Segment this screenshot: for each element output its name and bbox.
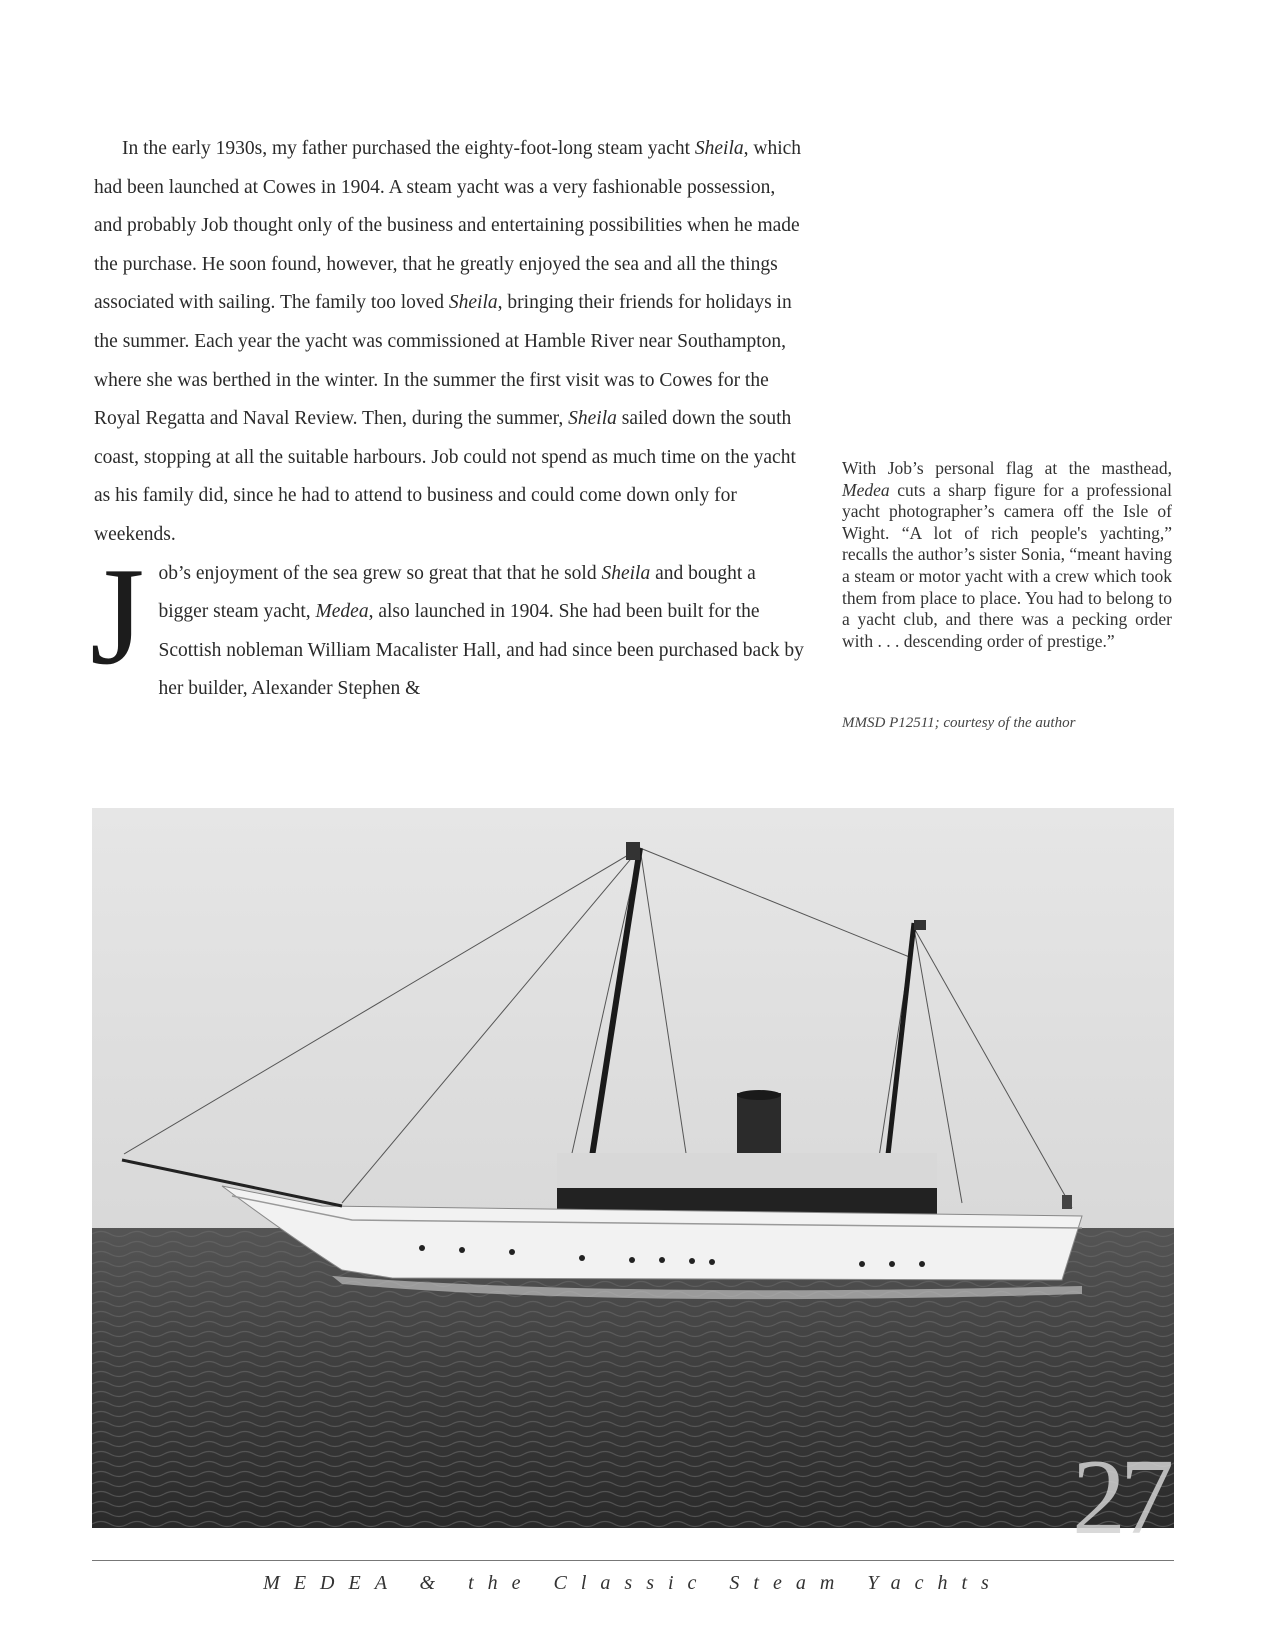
footer-rule xyxy=(92,1560,1174,1561)
photo-caption xyxy=(842,458,1172,652)
drop-cap: J xyxy=(90,538,145,694)
caption-text xyxy=(842,458,1172,652)
paragraph2-run: Medea xyxy=(315,601,369,623)
body-text xyxy=(90,130,804,709)
paragraph-1 xyxy=(94,130,804,555)
running-footer: MEDEA & the Classic Steam Yachts xyxy=(263,1572,1003,1594)
paragraph2-run: Sheila xyxy=(601,562,651,584)
paragraph2-run: ob’s enjoyment of the sea grew so great that that he sold xyxy=(158,562,602,584)
yacht-photo xyxy=(92,808,1174,1528)
paragraph1-run: In the early 1930s, my father purchased the eighty-foot-long steam yacht xyxy=(122,138,695,159)
paragraph1-run: Sheila xyxy=(448,292,498,314)
paragraph1-run: Sheila xyxy=(568,408,617,430)
paragraph1-run: sailed down the south coast, stopping at all the suitable harbours. Job could not spend as much time on the yacht as his family did, since he had to attend to business and could come down only for weekends. xyxy=(94,408,796,545)
caption-run: Medea xyxy=(842,479,890,500)
paragraph1-run: Sheila xyxy=(694,138,744,159)
caption-run: cuts a sharp figure for a professional yacht photographer’s camera off the Isle of Wight. “A lot of rich people's yachting,” recalls the author’s sister Sonia, “meant having a steam or motor yacht with a crew which took them from place to place. You had to belong to a yacht club, and there was a pecking order with . . . descending order of prestige.” xyxy=(842,479,1172,651)
photo-credit: MMSD P12511; courtesy of the author xyxy=(842,715,1076,731)
paragraph2-run: , also launched in 1904. She had been built for the Scottish nobleman William Macalister Hall, and had since been purchased back by her builder, Alexander Stephen & xyxy=(158,601,804,700)
paragraph1-run: , bringing their friends for holidays in the summer. Each year the yacht was commissioned at Hamble River near Southampton, where she was berthed in the winter. In the summer the first visit was to Cowes for the Royal Regatta and Naval Review. Then, during the summer, xyxy=(94,292,792,430)
paragraph-2-text xyxy=(158,563,803,700)
caption-run: With Job’s personal flag at the masthead, xyxy=(842,458,1172,478)
paragraph1-run: , which had been launched at Cowes in 1904. A steam yacht was a very fashionable possession, and probably Job thought only of the business and entertaining possibilities when he made the purchase. He soon found, however, that he greatly enjoyed the sea and all the things associated with sailing. The family too loved xyxy=(94,138,802,314)
yacht-photo-image xyxy=(92,808,1174,1528)
paragraph-2 xyxy=(90,538,804,709)
paragraph2-run: and bought a bigger steam yacht, xyxy=(158,562,756,623)
page-number: 27 xyxy=(1072,1438,1168,1557)
